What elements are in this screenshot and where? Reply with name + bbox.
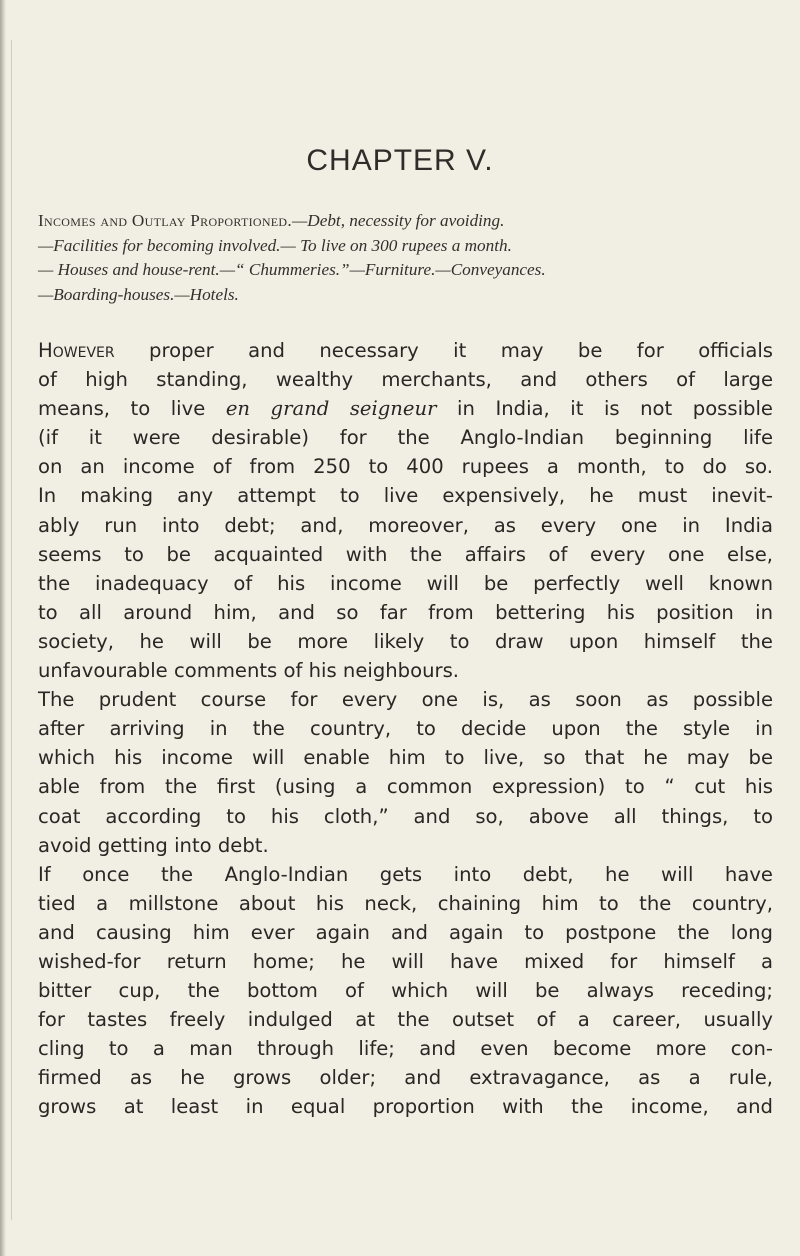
text-line: (if it were desirable) for the Anglo-Indian beginning life [38, 426, 773, 450]
text-line: unfavourable comments of his neighbours. [38, 659, 460, 683]
text-line: for tastes freely indulged at the outset of a career, usually [38, 1008, 773, 1032]
synopsis-item: —“ Chummeries.” [219, 260, 350, 279]
page-edge-line [11, 40, 12, 1220]
synopsis-item: —Hotels. [174, 284, 239, 304]
chapter-title: CHAPTER V. [306, 144, 494, 177]
text-line: bitter cup, the bottom of which will be always receding; [38, 979, 773, 1003]
synopsis-item: —Boarding-houses. [38, 284, 175, 304]
synopsis-item: —Conveyances. [435, 260, 546, 279]
text-line: cling to a man through life; and even become more con- [38, 1037, 773, 1061]
text-line: seems to be acquainted with the affairs of every one else, [38, 542, 773, 566]
text-line: The prudent course for every one is, as soon as possible [38, 688, 773, 712]
text-line: coat according to his cloth,” and so, above all things, to [38, 804, 773, 828]
synopsis-item: — To live on 300 rupees a month. [280, 235, 512, 255]
text-line: wished-for return home; he will have mixed for himself a [38, 949, 773, 973]
text-line: of high standing, wealthy merchants, and others of large [38, 368, 773, 392]
text-line: to all around him, and so far from bettering his position in [38, 600, 773, 624]
text-line: If once the Anglo-Indian gets into debt, he will have [38, 862, 773, 886]
text-line: and causing him ever again and again to postpone the long [38, 920, 773, 944]
chapter-synopsis [38, 209, 773, 307]
text-line: able from the first (using a common expression) to “ cut his [38, 775, 773, 799]
text-line: on an income of from 250 to 400 rupees a month, to do so. [38, 455, 773, 479]
synopsis-item: — Houses and house-rent. [38, 260, 220, 279]
text-line: avoid getting into debt. [38, 833, 269, 857]
text-line: In making any attempt to live expensively, he must inevit- [38, 484, 773, 508]
synopsis-item: —Furniture. [349, 260, 436, 279]
text-line: society, he will be more likely to draw upon himself the [38, 629, 773, 653]
text-line: grows at least in equal proportion with the income, and [38, 1095, 773, 1119]
synopsis-lead: Incomes and Outlay Proportioned. [38, 211, 292, 230]
text-line: tied a millstone about his neck, chaining him to the country, [38, 891, 773, 915]
text-line: means, to live en grand seigneur in India, it is not possible [38, 397, 773, 421]
lead-word: However [38, 339, 115, 362]
italic-phrase: en grand seigneur [225, 397, 437, 421]
text-line: firmed as he grows older; and extravagance, as a rule, [38, 1066, 773, 1090]
page-edge [0, 0, 6, 1256]
text-line: after arriving in the country, to decide upon the style in [38, 717, 773, 741]
text-line: which his income will enable him to live, so that he may be [38, 746, 773, 770]
synopsis-item: —Debt, necessity for avoiding. [292, 211, 505, 230]
text-line: However proper and necessary it may be for officials [38, 339, 773, 362]
synopsis-item: —Facilities for becoming involved. [38, 235, 281, 255]
body-text [38, 336, 773, 1122]
text-line: the inadequacy of his income will be perfectly well known [38, 571, 773, 595]
text-line: ably run into debt; and, moreover, as every one in India [38, 513, 773, 537]
